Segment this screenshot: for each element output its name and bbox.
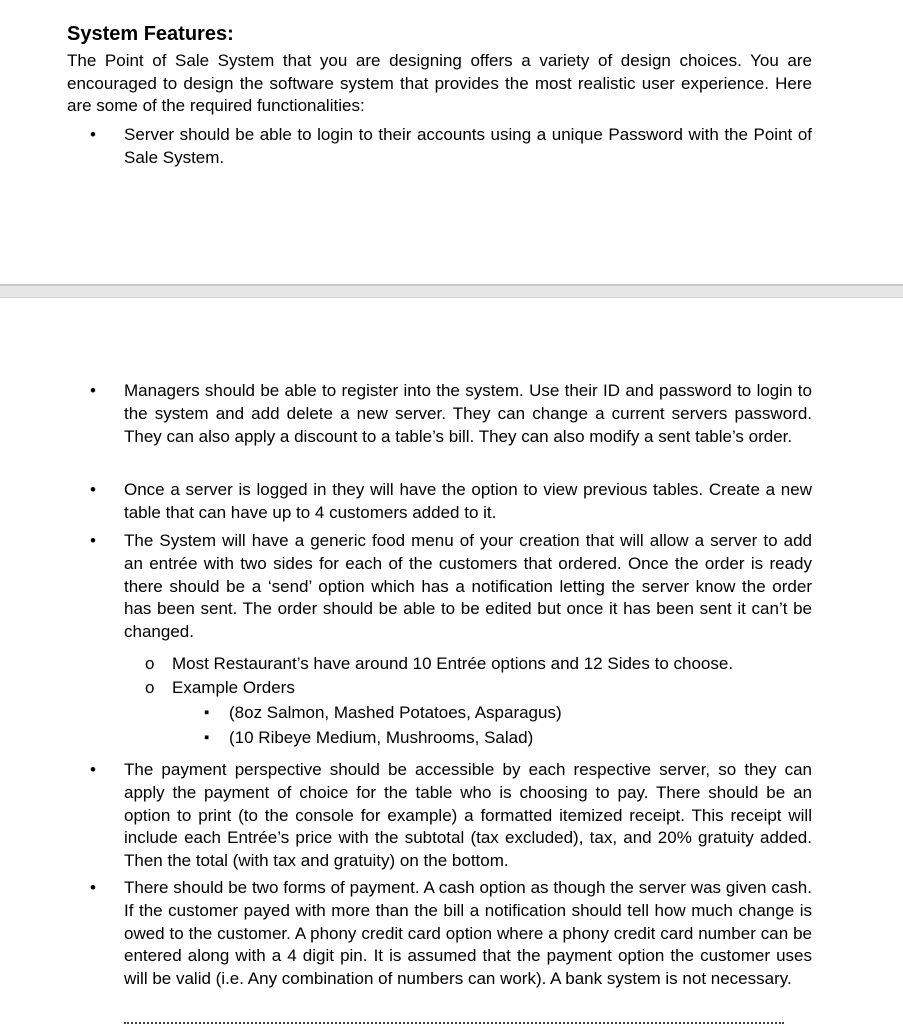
example-order-1: (8oz Salmon, Mashed Potatoes, Asparagus) <box>229 703 562 722</box>
bullet-managers: Managers should be able to register into the system. Use their ID and password to login to the system and add delete a new server. They can change a current servers password. They can also apply a discount to a table’s bill. They can also modify a sent table’s order. <box>124 381 812 446</box>
sub-item-example-orders: Example Orders <box>172 678 295 697</box>
bullet-marker: • <box>90 760 96 779</box>
example-order-2: (10 Ribeye Medium, Mushrooms, Salad) <box>229 728 534 747</box>
intro-paragraph: The Point of Sale System that you are designing offers a variety of design choices. You are encouraged to design the software system that provides the most realistic user experience. Here are some of the required functionalities: <box>67 51 812 115</box>
bullet-payment-forms: There should be two forms of payment. A cash option as though the server was given cash. If the customer payed with more than the bill a notification should tell how much change is owed to the customer. A phony credit card option where a phony credit card number can be entered along with a 4 digit pin. It is assumed that the payment option the customer uses will be valid (i.e. Any combination of numbers can work). A bank system is not necessary. <box>124 878 812 989</box>
bullet-marker: • <box>90 531 96 550</box>
bullet-food-menu: The System will have a generic food menu of your creation that will allow a server to add an entrée with two sides for each of the customers that ordered. Once the order is ready there should be a ‘send’ option which has a notification letting the server know the order has been sent. The order should be able to be edited but once it has been sent it can’t be changed. <box>124 531 812 642</box>
bullet-view-tables: Once a server is logged in they will have the option to view previous tables. Create a new table that can have up to 4 customers added to it. <box>124 480 812 522</box>
sub-item-entree-options: Most Restaurant’s have around 10 Entrée options and 12 Sides to choose. <box>172 654 734 673</box>
bullet-marker: • <box>90 480 96 499</box>
sub-bullet-marker: o <box>145 678 155 697</box>
truncated-next-line <box>124 1016 812 1024</box>
bullet-marker: • <box>90 878 96 897</box>
bullet-marker: • <box>90 381 96 400</box>
section-heading: System Features: <box>67 23 234 45</box>
page-break <box>0 284 903 298</box>
square-bullet-marker: ▪ <box>204 729 210 746</box>
bullet-payment-perspective: The payment perspective should be accessible by each respective server, so they can apply the payment of choice for the table who is choosing to pay. There should be an option to print (to the console for example) a formatted itemized receipt. This receipt will include each Entrée’s price with the subtotal (tax excluded), tax, and 20% gratuity added. Then the total (with tax and gratuity) on the bottom. <box>124 760 812 871</box>
bullet-server-login: Server should be able to login to their accounts using a unique Password with the Point of Sale System. <box>124 125 812 167</box>
bullet-marker: • <box>90 125 96 144</box>
sub-bullet-marker: o <box>145 654 155 673</box>
square-bullet-marker: ▪ <box>204 704 210 721</box>
